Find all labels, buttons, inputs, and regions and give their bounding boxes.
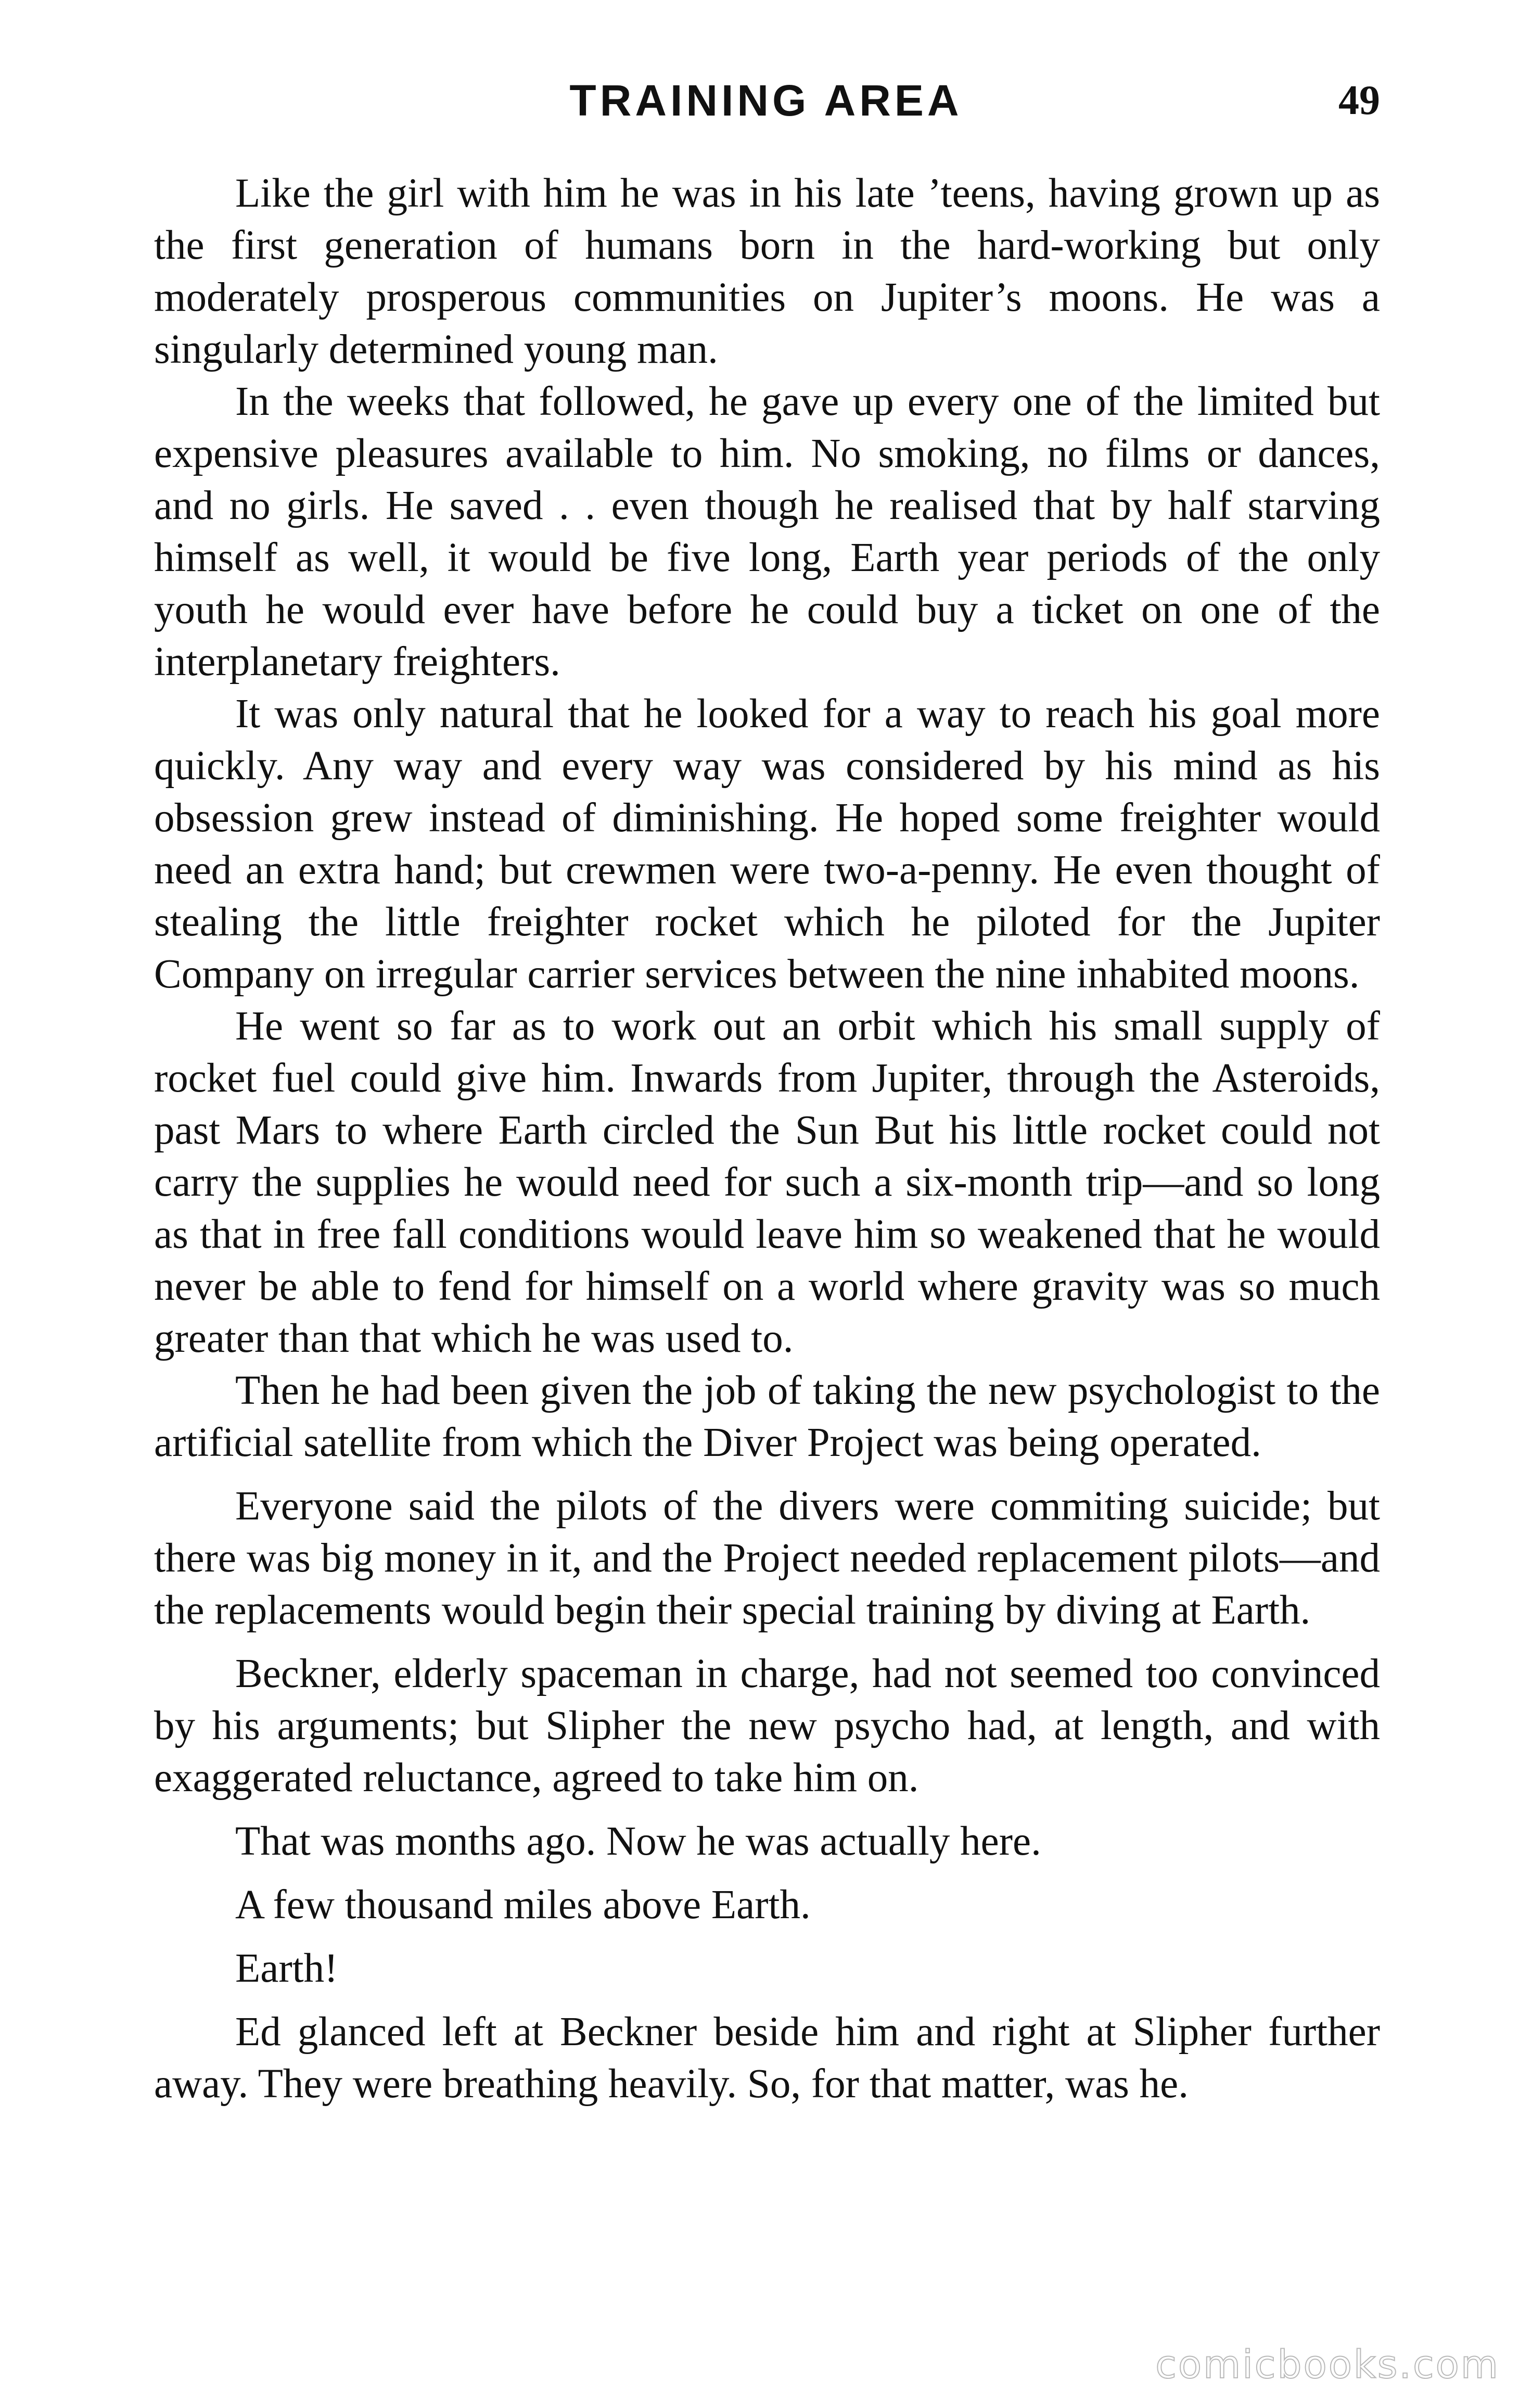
paragraph: Then he had been given the job of taking the new psychologist to the artificial satellite from which the Diver Project was being operated. <box>154 1368 1380 1465</box>
paragraph: Like the girl with him he was in his late ’teens, having grown up as the first generation of humans born in the hard-working but only moderately prosperous communities on Jupiter’s moons. He was a singularly determined young man. <box>154 171 1380 372</box>
page-number: 49 <box>1338 78 1380 123</box>
paragraph: Earth! <box>235 1946 338 1991</box>
paragraph: Everyone said the pilots of the divers were commiting suicide; but there was big money in it, and the Project needed replacement pilots—and the replacements would begin their special training by diving at Earth. <box>154 1484 1380 1633</box>
paragraph: A few thousand miles above Earth. <box>235 1882 811 1928</box>
body-text <box>154 168 1380 2110</box>
paragraph: Ed glanced left at Beckner beside him and right at Slipher further away. They were breathing heavily. So, for that matter, was he. <box>154 2009 1380 2107</box>
paragraph: He went so far as to work out an orbit which his small supply of rocket fuel could give him. Inwards from Jupiter, through the Asteroids, past Mars to where Earth circled the Sun But his little rocket could not carry the supplies he would need for such a six-month trip—and so long as that in free fall conditions would leave him so weakened that he would never be able to fend for himself on a world where gravity was so much greater than that which he was used to. <box>154 1004 1380 1361</box>
watermark: comicbooks.com <box>1155 2342 1500 2387</box>
running-title: TRAINING AREA <box>569 76 963 125</box>
paragraph: In the weeks that followed, he gave up every one of the limited but expensive pleasures available to him. No smoking, no films or dances, and no girls. He saved . . even though he realised that by half starving himself as well, it would be five long, Earth year periods of the only youth he would ever have before he could buy a ticket on one of the interplanetary freighters. <box>154 379 1380 685</box>
paragraph: It was only natural that he looked for a way to reach his goal more quickly. Any way and every way was considered by his mind as his obsession grew instead of diminishing. He hoped some freighter would need an extra hand; but crewmen were two-a-penny. He even thought of stealing the little freighter rocket which he piloted for the Jupiter Company on irregular carrier services between the nine inhabited moons. <box>154 691 1380 997</box>
paragraph: That was months ago. Now he was actually here. <box>235 1819 1041 1864</box>
paragraph: Beckner, elderly spaceman in charge, had not seemed too convinced by his arguments; but Slipher the new psycho had, at length, and with exaggerated reluctance, agreed to take him on. <box>154 1651 1380 1801</box>
running-head <box>0 72 1532 129</box>
